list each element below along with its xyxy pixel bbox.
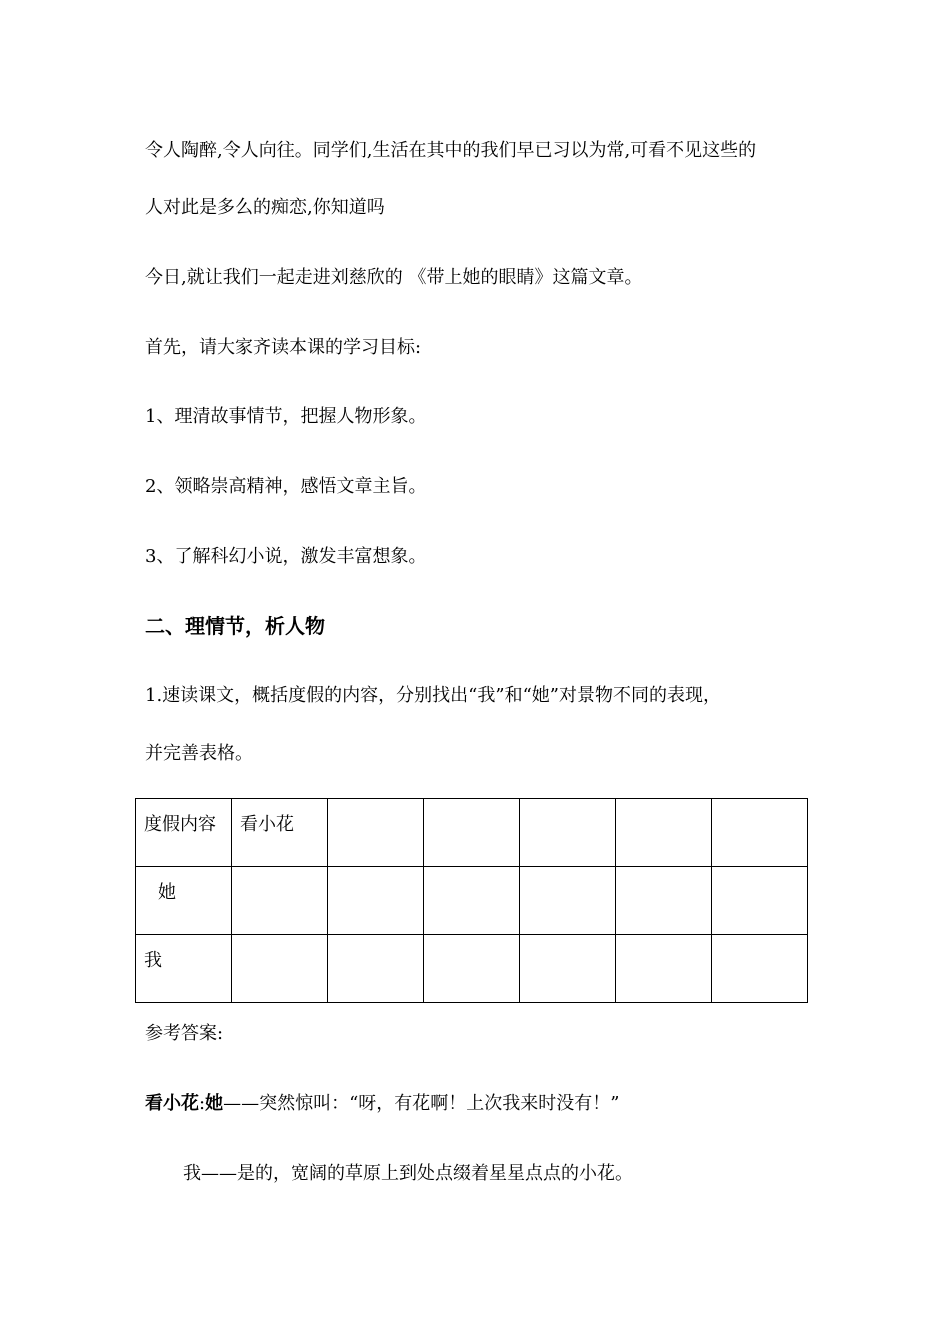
table-cell: 看小花: [232, 799, 328, 867]
goal-item: 1、理清故事情节，把握人物形象。: [145, 406, 427, 427]
answer-she-line: [145, 1092, 619, 1116]
table-cell: [616, 867, 712, 935]
paragraph-line: 今日,就让我们一起走进刘慈欣的 《带上她的眼睛》这篇文章。: [145, 267, 643, 288]
table-cell: [424, 799, 520, 867]
goal-item: 3、了解科幻小说，激发丰富想象。: [145, 546, 427, 567]
paragraph-line: 人对此是多么的痴恋,你知道吗: [145, 197, 385, 218]
table-cell: 度假内容: [136, 799, 232, 867]
table-cell: [616, 799, 712, 867]
answer-label: 参考答案:: [145, 1023, 224, 1044]
paragraph-line: 首先，请大家齐读本课的学习目标:: [145, 337, 422, 358]
answer-separator: :: [199, 1093, 206, 1114]
task-line: 并完善表格。: [145, 743, 253, 764]
table-cell: [328, 867, 424, 935]
table-cell: [232, 867, 328, 935]
vacation-table: [135, 798, 808, 1003]
goal-item: 2、领略崇高精神，感悟文章主旨。: [145, 476, 427, 497]
table-cell: [424, 867, 520, 935]
task-line: 1.速读课文，概括度假的内容，分别找出“我”和“她”对景物不同的表现，: [145, 685, 721, 706]
table-cell: [520, 799, 616, 867]
table-row: [136, 799, 808, 867]
table-cell: [712, 935, 808, 1003]
table-cell: 我: [136, 935, 232, 1003]
answer-she-text: ——突然惊叫：“呀，有花啊！上次我来时没有！”: [223, 1093, 620, 1114]
table-cell: [712, 799, 808, 867]
table-cell: [616, 935, 712, 1003]
table-cell: [520, 867, 616, 935]
table-row: [136, 935, 808, 1003]
table-cell: [712, 867, 808, 935]
paragraph-line: 令人陶醉,令人向往。同学们,生活在其中的我们早已习以为常,可看不见这些的: [145, 140, 757, 161]
table-row: [136, 867, 808, 935]
table-cell: [520, 935, 616, 1003]
table-cell: 她: [136, 867, 232, 935]
table-cell: [328, 935, 424, 1003]
table-cell: [424, 935, 520, 1003]
section-heading: 二、理情节，析人物: [145, 614, 325, 638]
table-cell: [232, 935, 328, 1003]
answer-she-label: 她: [205, 1093, 224, 1114]
answer-item-label: 看小花: [145, 1093, 199, 1114]
table-cell: [328, 799, 424, 867]
answer-me-line: 我——是的，宽阔的草原上到处点缀着星星点点的小花。: [183, 1163, 633, 1184]
